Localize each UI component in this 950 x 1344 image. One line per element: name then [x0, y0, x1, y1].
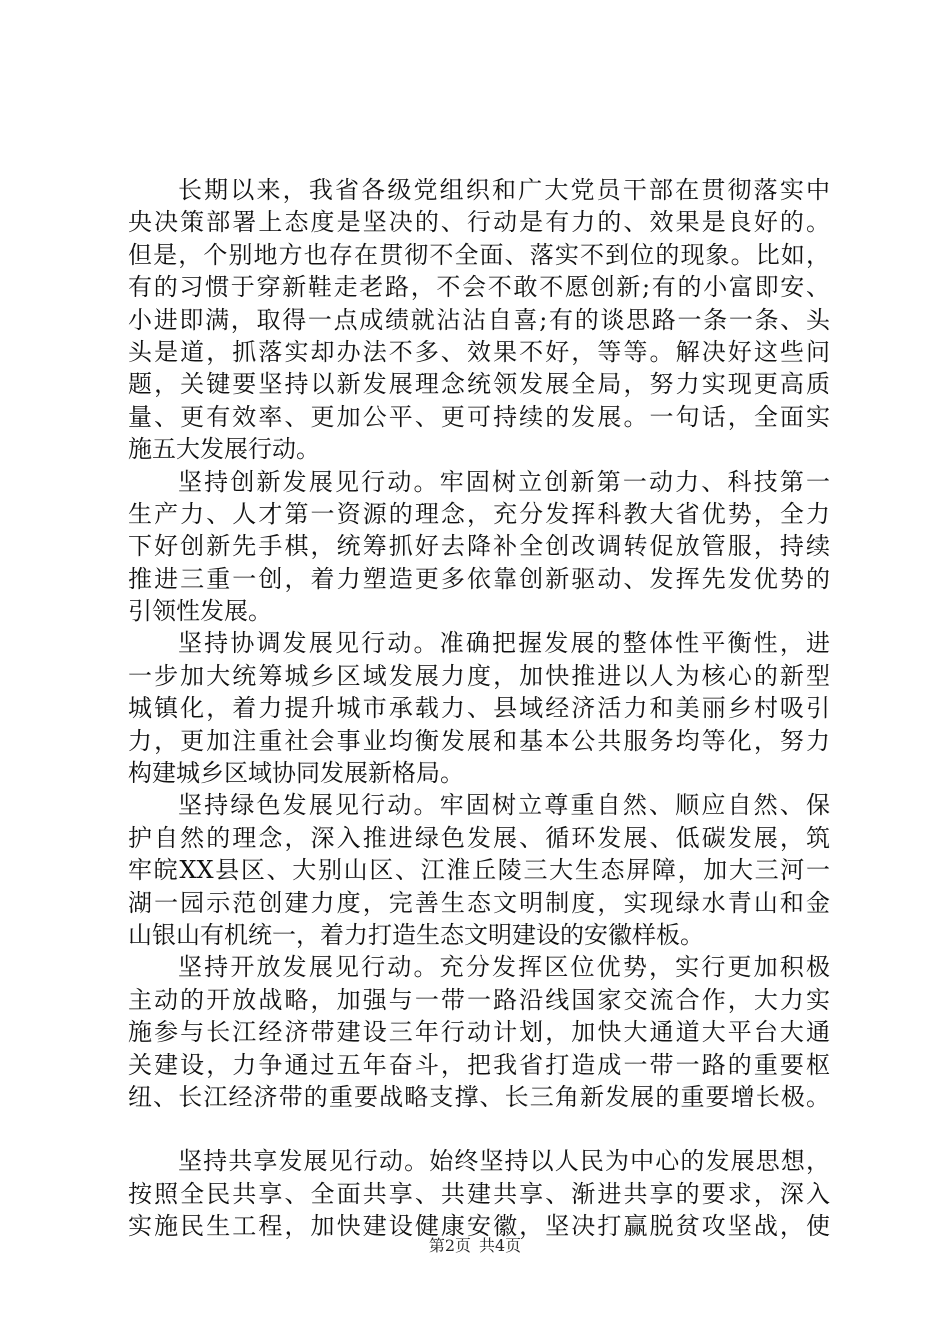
text-line: 长期以来，我省各级党组织和广大党员干部在贯彻落实中 — [178, 176, 830, 204]
text-line: 城镇化，着力提升城市承载力、县域经济活力和美丽乡村吸引 — [128, 694, 830, 723]
text-line: 山银山有机统一，着力打造生态文明建设的安徽样板。 — [128, 920, 704, 949]
text-line: 按照全民共享、全面共享、共建共享、渐进共享的要求，深入 — [128, 1179, 830, 1208]
text-line: 施参与长江经济带建设三年行动计划，加快大通道大平台大通 — [128, 1018, 830, 1047]
text-line: 量、更有效率、更加公平、更可持续的发展。一句话，全面实 — [128, 402, 830, 431]
text-line: 湖一园示范创建力度，完善生态文明制度，实现绿水青山和金 — [128, 888, 830, 917]
text-line: 一步加大统筹城乡区域发展力度，加快推进以人为核心的新型 — [128, 661, 830, 690]
page-number: 第2页 — [428, 1236, 471, 1255]
text-line: 实施民生工程，加快建设健康安徽，坚决打赢脱贫攻坚战，使 — [128, 1212, 830, 1241]
text-line: 关建设，力争通过五年奋斗，把我省打造成一带一路的重要枢 — [128, 1050, 830, 1079]
text-line: 牢皖XX县区、大别山区、江淮丘陵三大生态屏障，加大三河一 — [128, 856, 830, 885]
paragraph — [128, 789, 830, 951]
text-line: 坚持绿色发展见行动。牢固树立尊重自然、顺应自然、保 — [178, 791, 830, 820]
page-total: 共4页 — [479, 1236, 522, 1255]
text-line: 坚持创新发展见行动。牢固树立创新第一动力、科技第一 — [178, 467, 830, 496]
text-line: 坚持共享发展见行动。始终坚持以人民为中心的发展思想， — [178, 1147, 830, 1176]
paragraph — [128, 627, 830, 789]
paragraph — [128, 1145, 830, 1242]
text-line: 但是，个别地方也存在贯彻不全面、落实不到位的现象。比如， — [128, 240, 830, 269]
text-line: 引领性发展。 — [128, 597, 272, 626]
page-footer — [0, 1236, 950, 1256]
text-line: 题，关键要坚持以新发展理念统领发展全局，努力实现更高质 — [128, 370, 830, 399]
text-line: 构建城乡区域协同发展新格局。 — [128, 759, 464, 788]
paragraph — [128, 174, 830, 466]
text-line: 央决策部署上态度是坚决的、行动是有力的、效果是良好的。 — [128, 208, 830, 237]
text-line: 小进即满，取得一点成绩就沾沾自喜;有的谈思路一条一条、头 — [128, 305, 830, 334]
text-line: 主动的开放战略，加强与一带一路沿线国家交流合作，大力实 — [128, 985, 830, 1014]
document-body — [128, 174, 830, 1243]
text-line: 力，更加注重社会事业均衡发展和基本公共服务均等化，努力 — [128, 726, 830, 755]
text-line: 推进三重一创，着力塑造更多依靠创新驱动、发挥先发优势的 — [128, 564, 830, 593]
paragraph-spacer — [128, 1113, 830, 1145]
text-line: 下好创新先手棋，统筹抓好去降补全创改调转促放管服，持续 — [128, 532, 830, 561]
text-line: 施五大发展行动。 — [128, 435, 320, 464]
text-line: 坚持协调发展见行动。准确把握发展的整体性平衡性，进 — [178, 629, 830, 658]
text-line: 有的习惯于穿新鞋走老路，不会不敢不愿创新;有的小富即安、 — [128, 273, 830, 302]
text-line: 头是道，抓落实却办法不多、效果不好，等等。解决好这些问 — [128, 337, 830, 366]
paragraph — [128, 466, 830, 628]
text-line: 纽、长江经济带的重要战略支撑、长三角新发展的重要增长极。 — [128, 1082, 830, 1111]
paragraph — [128, 951, 830, 1113]
text-line: 生产力、人才第一资源的理念，充分发挥科教大省优势，全力 — [128, 499, 830, 528]
text-line: 护自然的理念，深入推进绿色发展、循环发展、低碳发展，筑 — [128, 823, 830, 852]
text-line: 坚持开放发展见行动。充分发挥区位优势，实行更加积极 — [178, 953, 830, 982]
